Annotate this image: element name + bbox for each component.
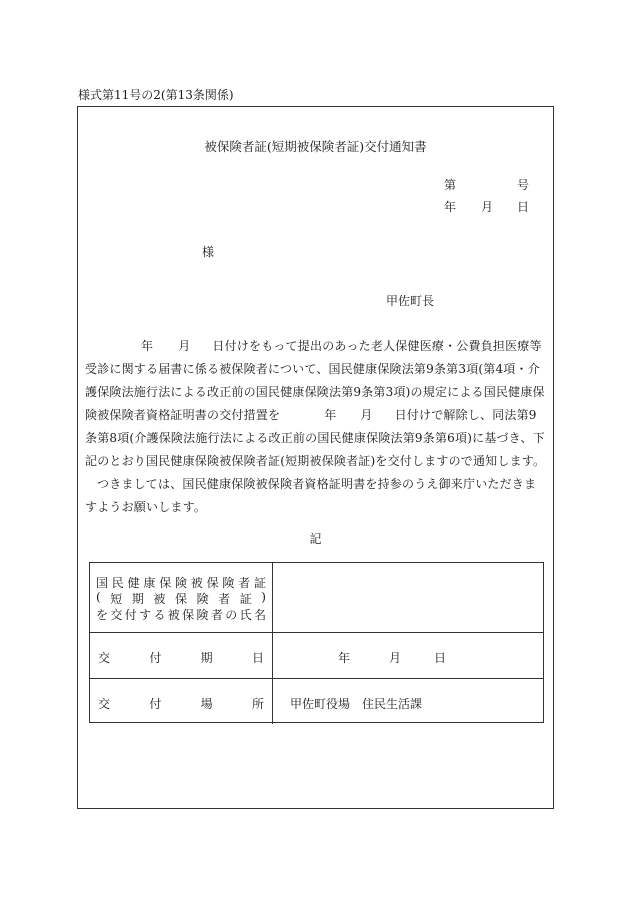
- label-char: 保: [182, 608, 195, 622]
- date-day: 日: [517, 200, 530, 214]
- document-title: 被保険者証(短期被保険者証)交付通知書: [204, 139, 427, 154]
- issue-date-label: [90, 633, 273, 678]
- table-row-issue-date: [90, 633, 543, 679]
- issue-date-year: 年: [338, 651, 351, 665]
- label-char: る: [153, 608, 166, 622]
- insured-name-value: [273, 563, 543, 632]
- label-char: 険: [196, 608, 209, 622]
- insured-name-label-line-1: [96, 574, 266, 591]
- label-char: 氏: [239, 608, 252, 622]
- issue-place-label-text: 交 付 場 所: [98, 697, 264, 711]
- insured-name-label-line-2: [96, 590, 266, 607]
- label-char: 健: [127, 576, 140, 590]
- label-char: 被: [167, 608, 180, 622]
- label-char: す: [139, 608, 152, 622]
- label-char: 期: [131, 592, 144, 606]
- label-char: 付: [124, 608, 137, 622]
- label-char: 康: [143, 576, 156, 590]
- form-number: 様式第11号の2(第13条関係): [78, 88, 234, 102]
- label-char: 保: [159, 576, 172, 590]
- date-month: 月: [481, 200, 494, 214]
- issue-place-label: [90, 679, 273, 724]
- label-char: 被: [153, 592, 166, 606]
- doc-no-prefix: 第: [444, 178, 457, 192]
- ki-marker: 記: [309, 532, 322, 546]
- table-row-insured-name: [90, 563, 543, 633]
- label-char: 者: [210, 608, 223, 622]
- label-char: 険: [222, 576, 235, 590]
- label-char: 保: [206, 576, 219, 590]
- label-char: 交: [110, 608, 123, 622]
- body-paragraph-2: つきましては、国民健康保険被保険者資格証明書を持参のうえ御来庁いただきますようお願いします。: [85, 477, 537, 514]
- body-paragraph-1: 年 月 日付けをもって提出のあった老人保健医療・公費負担医療等受診に関する届書に係る被保険者について、国民健康保険法第9条第3項(第4項・介護保険法施行法による改正前の国民健康保険法第9条第3項)の規定による国民健康保険被保険者資格証明書の交付措置を 年 月 日付けで解除し、同法第9条第8項(介護保険法施行法による改正前の国民健康保険法第9条第6項)に基づき、下記のとおり国民健康保険被保険者証(短期被保険者証)を交付しますので通知します。: [85, 339, 546, 468]
- label-char: 国: [96, 576, 109, 590]
- label-char: ): [261, 590, 266, 604]
- issue-date-month: 月: [389, 651, 402, 665]
- label-char: 者: [238, 576, 251, 590]
- label-char: 証: [239, 592, 252, 606]
- details-table: [89, 562, 544, 723]
- sender-name: 甲佐町長: [386, 294, 435, 308]
- notice-frame: [77, 106, 554, 809]
- insured-name-label-line-3: [96, 606, 266, 623]
- date-year: 年: [444, 200, 457, 214]
- label-char: 短: [110, 592, 123, 606]
- label-char: 民: [111, 576, 124, 590]
- label-char: 保: [174, 592, 187, 606]
- label-char: を: [96, 608, 109, 622]
- label-char: 険: [174, 576, 187, 590]
- issue-place-text: 甲佐町役場 住民生活課: [290, 697, 423, 711]
- addressee-suffix: 様: [202, 245, 215, 259]
- label-char: 証: [253, 576, 266, 590]
- issue-date-value: [273, 633, 543, 678]
- body-text: [85, 335, 547, 519]
- insured-name-label: [90, 563, 273, 632]
- table-row-issue-place: [90, 679, 543, 724]
- issue-place-value: [273, 679, 543, 724]
- label-char: 者: [218, 592, 231, 606]
- issue-date-day: 日: [434, 651, 447, 665]
- label-char: 名: [253, 608, 266, 622]
- label-char: (: [96, 590, 101, 604]
- doc-no-suffix: 号: [517, 178, 530, 192]
- label-char: の: [225, 608, 238, 622]
- label-char: 険: [196, 592, 209, 606]
- issue-date-label-text: 交 付 期 日: [98, 651, 264, 665]
- label-char: 被: [190, 576, 203, 590]
